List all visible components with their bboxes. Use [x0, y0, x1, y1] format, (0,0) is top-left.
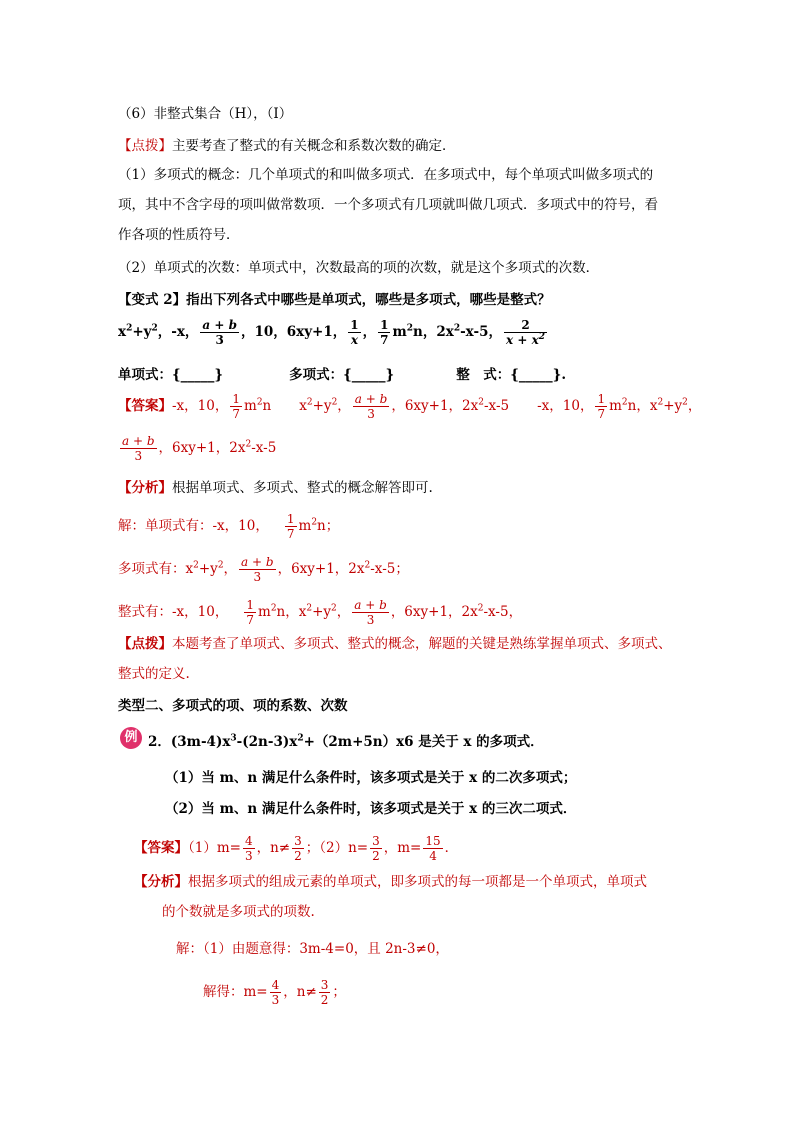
blank-whole: 整 式：{_____}. — [456, 367, 567, 383]
example-analysis-2: 的个数就是多项式的项数. — [162, 904, 315, 920]
example-solution-2: 解得：m= $\frac{4}{3}$ ，n≠ $\frac{3}{2}$ ； — [203, 978, 346, 1007]
degree-def-line: （2）单项式的次数：单项式中，次数最高的项的次数，就是这个多项式的次数． — [118, 260, 600, 276]
expression-list: $x^2+y^2$，-x， $\frac{a + b}{3}$ ，10，6xy+1， $\frac{1}{x}$ ， $\frac{1}{7}$ $m^2n$，$2x^2-x-5$， $\frac{2}{x + x^2}$ — [118, 318, 545, 347]
solution-monomials: 解：单项式有：-x，10， $\frac{1}{7}$ $m^2n$； — [118, 512, 340, 541]
section-title-type-2: 类型二、多项式的项、项的系数、次数 — [118, 698, 348, 714]
example-solution-1: 解：（1）由题意得：3m-4=0，且 2n-3≠0， — [176, 941, 449, 957]
example-question-1: （1）当 m、n 满足什么条件时，该多项式是关于 x 的二次多项式； — [165, 770, 577, 786]
polynomial-def-line-3: 作各项的性质符号． — [118, 227, 240, 243]
tip2-line-1: 【点拨】本题考查了单项式、多项式、整式的概念，解题的关键是熟练掌握单项式、多项式、 — [118, 636, 672, 652]
fraction-1-over-7: $\frac{1}{7}$ — [380, 318, 389, 347]
fraction-a-plus-b-over-3: $\frac{a + b}{3}$ — [202, 318, 237, 347]
polynomial-def-line-2: 项，其中不含字母的项叫做常数项．一个多项式有几项就叫做几项式．多项式中的符号，看 — [118, 197, 658, 213]
answer-line-1: 【答案】-x，10， $\frac{1}{7}$ $m^2n$ $x^2+y^2$， $\frac{a + b}{3}$ ，6xy+1，$2x^2-x-5$ -x，10， $\frac{1}{7}$ $m^2n$，$x^2+y^2$， — [118, 392, 702, 421]
analysis-line: 【分析】根据单项式、多项式、整式的概念解答即可. — [118, 480, 433, 496]
example-analysis-1: 【分析】根据多项式的组成元素的单项式，即多项式的每一项都是一个单项式，单项式 — [134, 874, 647, 890]
tip-text: 主要考查了整式的有关概念和系数次数的确定． — [172, 138, 456, 154]
solution-wholes: 整式有：-x，10， $\frac{1}{7}$ $m^2n$，$x^2+y^2$， $\frac{a + b}{3}$ ，6xy+1，$2x^2-x-5$， — [118, 598, 523, 627]
variant-2-question: 【变式 2】指出下列各式中哪些是单项式，哪些是多项式，哪些是整式？ — [118, 292, 551, 308]
blank-polynomial: 多项式：{_____} — [289, 367, 395, 383]
example-badge: 例 — [120, 727, 142, 749]
polynomial-def-line-1: （1）多项式的概念：几个单项式的和叫做多项式．在多项式中，每个单项式叫做多项式的 — [118, 167, 654, 183]
solution-polynomials: 多项式有：$x^2+y^2$， $\frac{a + b}{3}$ ，6xy+1，$2x^2-x-5$； — [118, 555, 409, 584]
fraction-2-over-x-plus-x2: $\frac{2}{x + x^2}$ — [506, 318, 545, 347]
tip-line — [118, 137, 456, 155]
example-answer: 【答案】（1）m= $\frac{4}{3}$ ，n≠ $\frac{3}{2}$ ；（2）n= $\frac{3}{2}$ ，m= $\frac{15}{4}$ ． — [134, 834, 459, 863]
line-non-polynomial-set: （6）非整式集合（H），（I） — [118, 106, 293, 122]
tip-tag: 【点拨】 — [118, 138, 172, 154]
tip2-line-2: 整式的定义. — [118, 666, 190, 682]
example-question-2: （2）当 m、n 满足什么条件时，该多项式是关于 x 的三次二项式． — [165, 801, 577, 817]
fraction-1-over-x: $\frac{1}{x}$ — [350, 318, 359, 347]
blanks-line — [118, 366, 566, 384]
example-2-statement: 2．$(3m-4)x^3-(2n-3)x^2+(2m+5n)x6$ 是关于 x 的多项式． — [148, 733, 544, 750]
answer-line-2: $\frac{a + b}{3}$ ，6xy+1，$2x^2-x-5$ — [122, 434, 277, 463]
blank-monomial: 单项式：{_____} — [118, 367, 224, 383]
